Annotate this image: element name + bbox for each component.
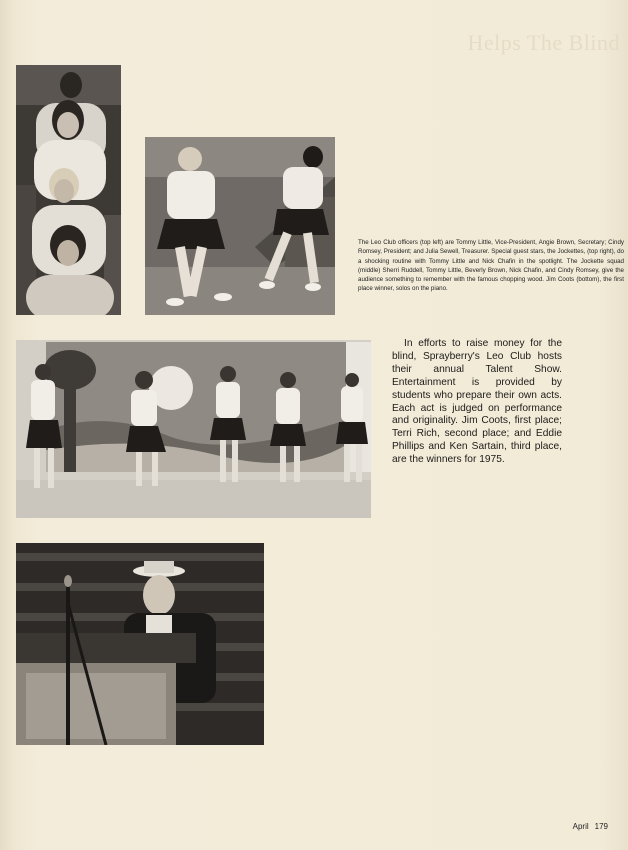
- page-folio: [573, 822, 608, 831]
- photo-piano-solo: [16, 543, 264, 745]
- photo-caption: The Leo Club officers (top left) are Tommy Little, Vice-President, Angie Brown, Secretary; Cindy Romsey, President; and Julia Sewell, Treasurer. Special guest stars, the Jockettes, (top right), do a shocking routine with Tommy Little and Nick Chafin in the spotlight. The Jockette squad (middle) Sherri Ruddell, Tommy Little, Beverly Brown, Nick Chafin, and Cindy Romsey, give the audience something to remember with the famous chopping wood. Jim Coots (bottom), the first place winner, solos on the piano.: [358, 239, 624, 293]
- photo-jockettes-routine: [145, 137, 335, 315]
- article-body: In efforts to raise money for the blind, Sprayberry's Leo Club hosts their annual Talent Show. Entertainment is provided by students who prepare their own acts. Each act is judged on performance and originality. Jim Coots, first place; Terri Rich, second place; and Eddie Phillips and Ken Sartain, third place, are the winners for 1975.: [392, 338, 562, 466]
- photo-icon: [145, 137, 335, 315]
- photo-icon: [16, 65, 121, 315]
- photo-leo-club-officers: [16, 65, 121, 315]
- photo-icon: [16, 340, 371, 518]
- page-number: 179: [594, 822, 608, 831]
- photo-jockette-squad: [16, 340, 371, 518]
- folio-month: April: [572, 822, 589, 831]
- page-header-faded: Helps The Blind: [467, 30, 620, 55]
- photo-icon: [16, 543, 264, 745]
